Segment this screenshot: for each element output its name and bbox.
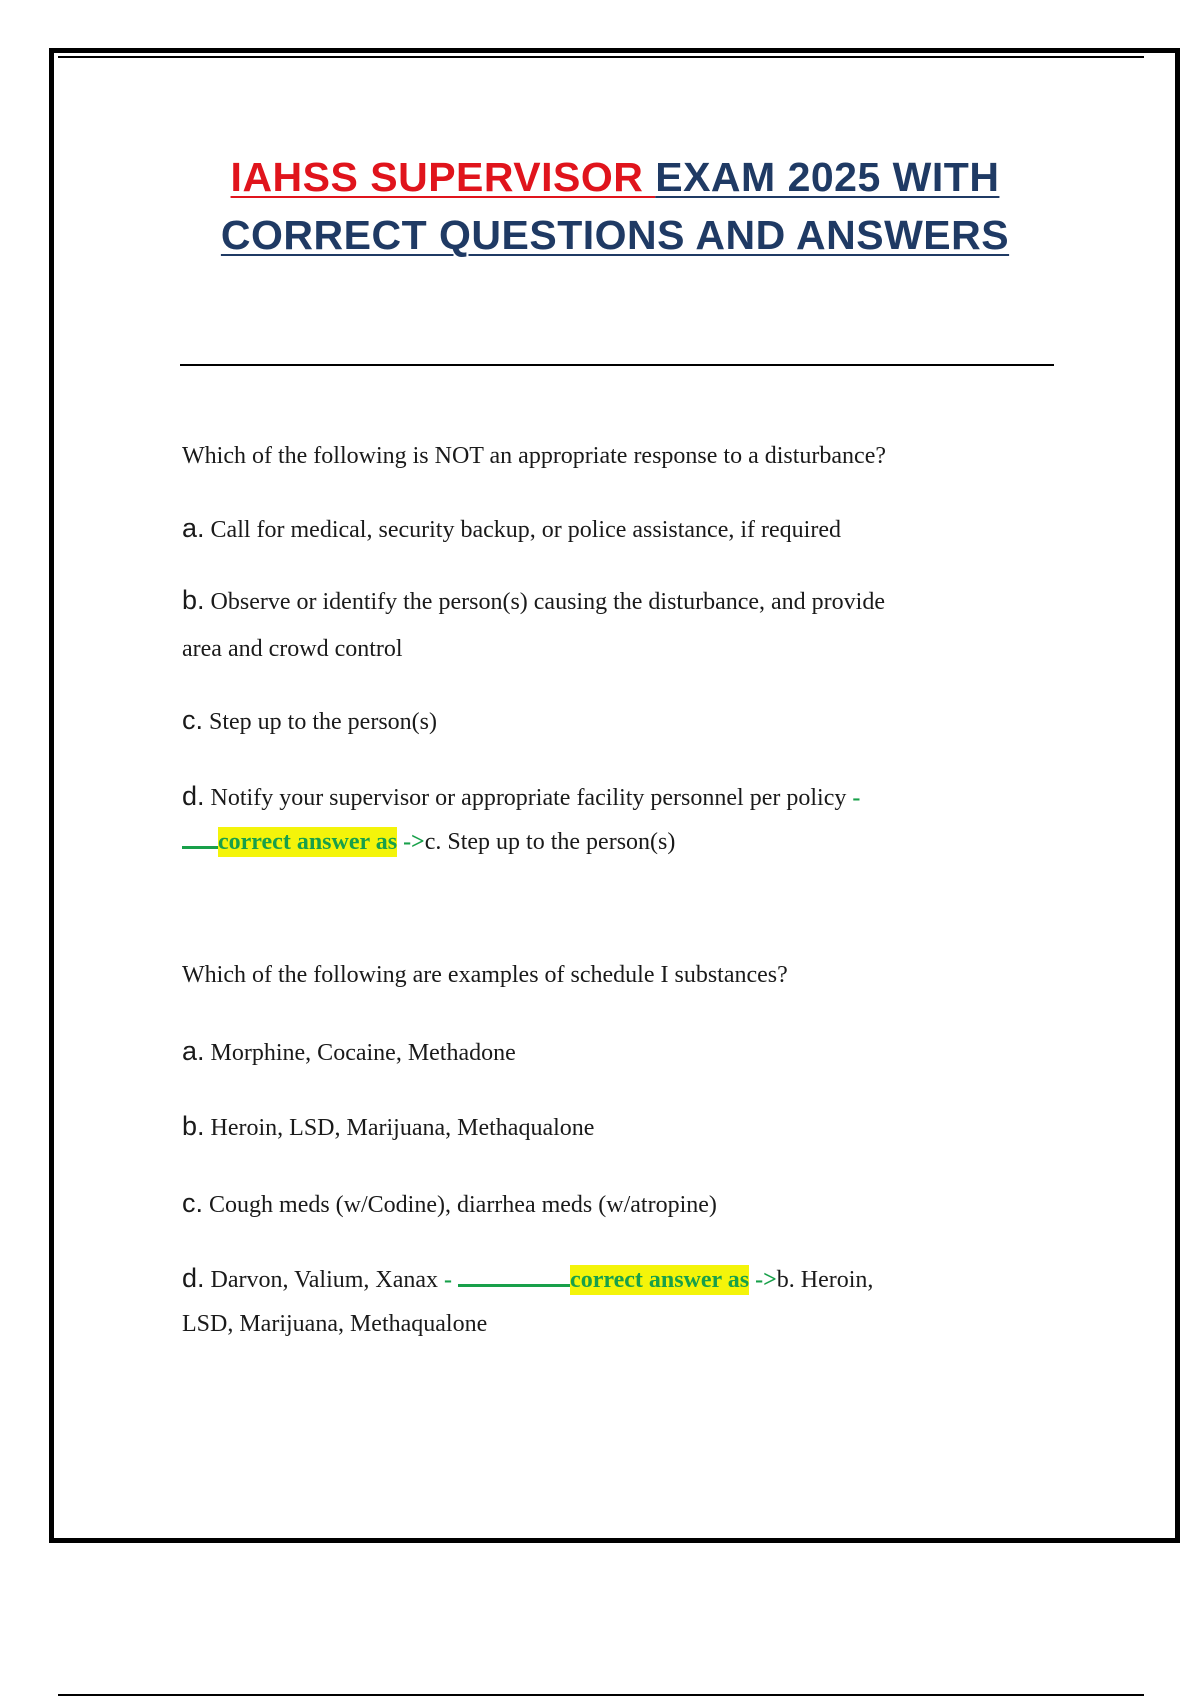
title-red-part: IAHSS SUPERVISOR [230, 154, 656, 200]
option-text: Observe or identify the person(s) causing the disturbance, and provide [210, 589, 885, 615]
q1-option-c [182, 705, 1042, 737]
question-2-text: Which of the following are examples of schedule I substances? [182, 962, 788, 988]
option-letter: c. [182, 1188, 204, 1218]
option-letter: a. [182, 1036, 205, 1066]
option-text: Heroin, LSD, Marijuana, Methaqualone [210, 1115, 595, 1141]
option-text: Notify your supervisor or appropriate facility personnel per policy [210, 785, 847, 811]
q1-option-b [182, 585, 1042, 617]
correct-answer-label: correct answer as [570, 1267, 750, 1293]
option-letter: b. [182, 585, 205, 615]
correct-answer-label: correct answer as [218, 829, 398, 855]
option-text: Cough meds (w/Codine), diarrhea meds (w/atropine) [209, 1192, 717, 1218]
document-title [150, 148, 1080, 264]
q2-answer-continued: LSD, Marijuana, Methaqualone [182, 1311, 488, 1337]
q2-option-c [182, 1188, 1042, 1220]
option-letter: d. [182, 1263, 205, 1293]
option-text: Darvon, Valium, Xanax [210, 1267, 439, 1293]
q2-option-d [182, 1263, 1042, 1295]
q2-option-a [182, 1036, 1042, 1068]
correct-answer-text: c. Step up to the person(s) [424, 829, 676, 855]
option-text: Step up to the person(s) [209, 709, 437, 735]
q1-answer-line [182, 827, 1042, 857]
q1-option-a [182, 513, 1042, 545]
correct-answer-text: b. Heroin, [776, 1267, 874, 1293]
question-1-text: Which of the following is NOT an appropriate response to a disturbance? [182, 443, 887, 469]
option-text: Call for medical, security backup, or police assistance, if required [210, 517, 841, 543]
answer-blank-underline [458, 1278, 570, 1287]
divider-rule [180, 364, 1054, 366]
bottom-rule [58, 1694, 1144, 1696]
q1-option-d [182, 781, 1042, 813]
answer-arrow: -> [403, 829, 425, 855]
answer-dash: - [852, 785, 861, 811]
q2-option-b [182, 1111, 1042, 1143]
answer-dash: - [444, 1267, 453, 1293]
option-letter: a. [182, 513, 205, 543]
option-text: Morphine, Cocaine, Methadone [210, 1040, 516, 1066]
top-rule [58, 56, 1144, 58]
title-navy-part-2: CORRECT QUESTIONS AND ANSWERS [220, 212, 1010, 258]
title-navy-part-1: EXAM 2025 WITH [655, 154, 1000, 200]
option-letter: c. [182, 705, 204, 735]
option-letter: b. [182, 1111, 205, 1141]
answer-blank-underline [182, 840, 218, 849]
option-letter: d. [182, 781, 205, 811]
answer-arrow: -> [755, 1267, 777, 1293]
q1-option-b-continued: area and crowd control [182, 636, 403, 662]
